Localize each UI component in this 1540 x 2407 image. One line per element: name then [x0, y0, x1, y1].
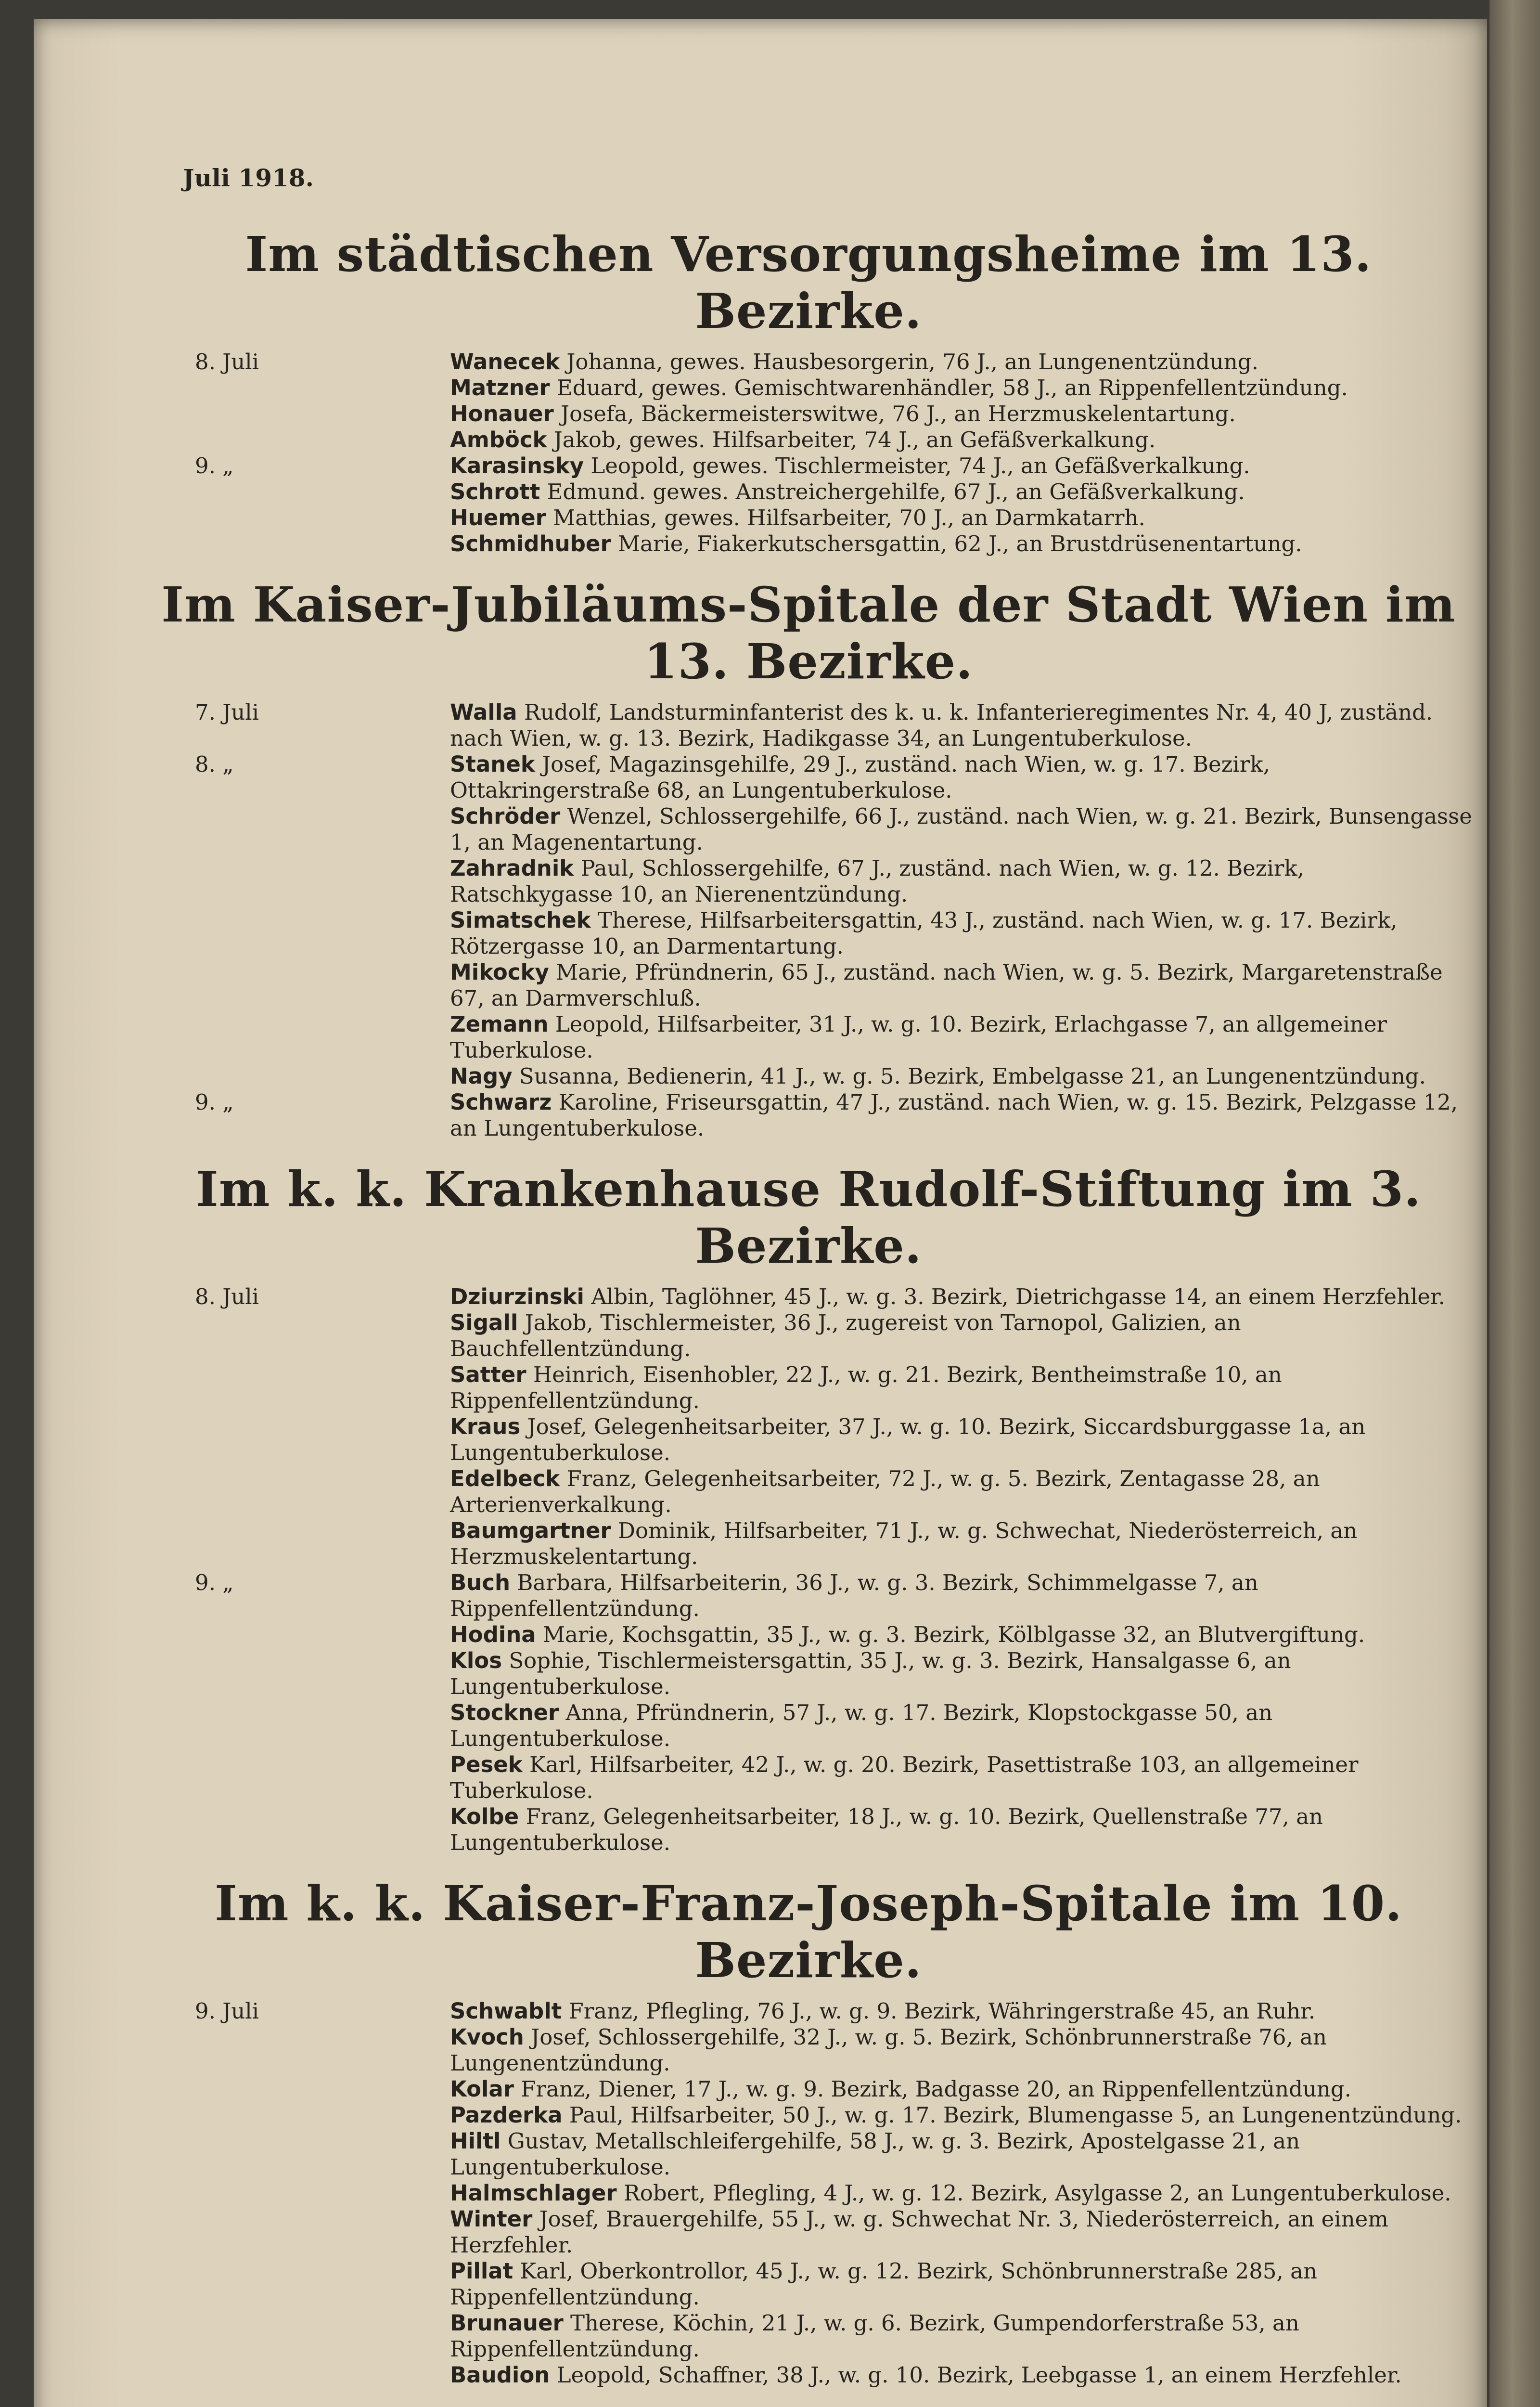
section-title: Im k. k. Krankenhause Rudolf-Stiftung im 3. Bezirke.	[195, 1161, 1422, 1274]
entry-text: Albin, Taglöhner, 45 J., w. g. 3. Bezirk, Dietrichgasse 14, an einem Herzfehler.	[591, 1284, 1445, 1309]
entry-text: Dominik, Hilfsarbeiter, 71 J., w. g. Schwechat, Niederösterreich, an Herzmuskelentartung.	[450, 1518, 1358, 1569]
entry-text: Franz, Gelegenheitsarbeiter, 72 J., w. g. 5. Bezirk, Zentagasse 28, an Arterienverkalkung.	[450, 1466, 1320, 1517]
death-entry	[144, 1998, 1473, 2024]
entry-name: Zemann	[450, 1011, 549, 1037]
entry-text: Edmund. gewes. Anstreichergehilfe, 67 J., an Gefäßverkalkung.	[547, 479, 1245, 505]
entry-date: 8. „	[195, 751, 234, 777]
death-entry	[144, 2180, 1473, 2206]
entry-text: Franz, Gelegenheitsarbeiter, 18 J., w. g. 10. Bezirk, Quellenstraße 77, an Lungentuberkulose.	[450, 1804, 1323, 1855]
entry-name: Simatschek	[450, 907, 591, 933]
death-entry	[144, 375, 1473, 401]
entry-text: Therese, Hilfsarbeitersgattin, 43 J., zuständ. nach Wien, w. g. 17. Bezirk, Rötzergasse 10, an Darmentartung.	[450, 907, 1398, 959]
entry-name: Nagy	[450, 1063, 513, 1089]
death-entry	[144, 531, 1473, 557]
entry-date: 8. Juli	[195, 1284, 259, 1309]
entry-name: Baumgartner	[450, 1518, 611, 1543]
death-entry	[144, 803, 1473, 855]
death-entry	[144, 1648, 1473, 1700]
death-entry	[144, 2362, 1473, 2388]
entry-name: Brunauer	[450, 2310, 564, 2336]
entry-text: Therese, Köchin, 21 J., w. g. 6. Bezirk, Gumpendorferstraße 53, an Rippenfellentzündung.	[450, 2310, 1299, 2362]
entry-text: Anna, Pfründnerin, 57 J., w. g. 17. Bezirk, Klopstockgasse 50, an Lungentuberkulose.	[450, 1700, 1273, 1751]
entry-text: Barbara, Hilfsarbeiterin, 36 J., w. g. 3. Bezirk, Schimmelgasse 7, an Rippenfellentzündung.	[450, 1570, 1258, 1621]
entry-name: Edelbeck	[450, 1466, 560, 1491]
death-entry	[144, 2076, 1473, 2102]
entry-name: Stanek	[450, 751, 535, 777]
death-entry	[144, 1414, 1473, 1466]
entry-name: Kolbe	[450, 1804, 519, 1829]
death-entry	[144, 1752, 1473, 1804]
death-entry	[144, 1362, 1473, 1414]
entry-name: Zahradnik	[450, 855, 574, 881]
entry-name: Schrott	[450, 479, 540, 505]
death-entry	[144, 751, 1473, 803]
entry-name: Honauer	[450, 401, 554, 427]
entry-name: Schmidhuber	[450, 531, 611, 556]
entry-text: Leopold, Hilfsarbeiter, 31 J., w. g. 10. Bezirk, Erlachgasse 7, an allgemeiner Tuberkulose.	[450, 1011, 1387, 1063]
death-entry	[144, 1284, 1473, 1310]
entry-name: Karasinsky	[450, 453, 584, 479]
section-title: Im Kaiser-Jubiläums-Spitale der Stadt Wien im 13. Bezirke.	[161, 576, 1456, 690]
entry-date: 9. „	[195, 453, 234, 479]
entry-name: Pillat	[450, 2258, 513, 2284]
entry-text: Karoline, Friseursgattin, 47 J., zuständ. nach Wien, w. g. 15. Bezirk, Pelzgasse 12, an Lungentuberkulose.	[450, 1089, 1458, 1141]
entry-text: Leopold, Schaffner, 38 J., w. g. 10. Bezirk, Leebgasse 1, an einem Herzfehler.	[556, 2362, 1402, 2388]
entry-name: Huemer	[450, 505, 546, 531]
death-entry	[144, 2024, 1473, 2076]
entry-name: Hiltl	[450, 2128, 501, 2154]
entry-name: Satter	[450, 1362, 526, 1387]
entry-name: Pazderka	[450, 2102, 563, 2128]
entry-name: Mikocky	[450, 959, 549, 985]
entry-text: Josef, Magazinsgehilfe, 29 J., zuständ. nach Wien, w. g. 17. Bezirk, Ottakringerstraße 68, an Lungentuberkulose.	[450, 751, 1270, 803]
entry-text: Marie, Fiakerkutschersgattin, 62 J., an Brustdrüsenentartung.	[617, 531, 1302, 556]
entry-text: Josef, Schlossergehilfe, 32 J., w. g. 5. Bezirk, Schönbrunnerstraße 76, an Lungenentzündung.	[450, 2024, 1327, 2076]
entry-text: Marie, Kochsgattin, 35 J., w. g. 3. Bezirk, Kölblgasse 32, an Blutvergiftung.	[542, 1622, 1365, 1647]
entry-name: Dziurzinski	[450, 1284, 584, 1309]
entry-name: Walla	[450, 699, 517, 725]
entry-text: Paul, Hilfsarbeiter, 50 J., w. g. 17. Bezirk, Blumengasse 5, an Lungenentzündung.	[569, 2102, 1462, 2128]
entry-name: Kolar	[450, 2076, 514, 2102]
death-entry	[144, 1700, 1473, 1752]
entry-text: Robert, Pflegling, 4 J., w. g. 12. Bezirk, Asylgasse 2, an Lungentuberkulose.	[623, 2180, 1451, 2206]
section-title: Im k. k. Kaiser-Franz-Joseph-Spitale im 10. Bezirke.	[215, 1875, 1402, 1989]
death-entry	[144, 401, 1473, 427]
entry-text: Karl, Hilfsarbeiter, 42 J., w. g. 20. Bezirk, Pasettistraße 103, an allgemeiner Tuberkulose.	[450, 1752, 1359, 1803]
entry-date: 9. „	[195, 1570, 234, 1595]
death-entry	[144, 1063, 1473, 1089]
entry-text: Matthias, gewes. Hilfsarbeiter, 70 J., an Darmkatarrh.	[553, 505, 1145, 531]
entry-text: Josefa, Bäckermeisterswitwe, 76 J., an Herzmuskelentartung.	[561, 401, 1236, 427]
death-entry	[144, 855, 1473, 907]
entry-text: Jakob, Tischlermeister, 36 J., zugereist von Tarnopol, Galizien, an Bauchfellentzündung.	[450, 1310, 1241, 1361]
entry-text: Heinrich, Eisenhobler, 22 J., w. g. 21. Bezirk, Bentheimstraße 10, an Rippenfellentzündung.	[450, 1362, 1282, 1413]
death-entry	[144, 699, 1473, 751]
entry-name: Wanecek	[450, 349, 560, 375]
entry-date: 9. „	[195, 1089, 234, 1115]
entry-text: Marie, Pfründnerin, 65 J., zuständ. nach Wien, w. g. 5. Bezirk, Margaretenstraße 67, an Darmverschluß.	[450, 959, 1443, 1011]
entry-name: Kvoch	[450, 2024, 524, 2050]
entry-date: 7. Juli	[195, 699, 259, 725]
entry-name: Schwablt	[450, 1998, 562, 2024]
entry-name: Winter	[450, 2206, 533, 2232]
entry-text: Josef, Brauergehilfe, 55 J., w. g. Schwechat Nr. 3, Niederösterreich, an einem Herzfehler.	[450, 2206, 1388, 2258]
entry-name: Pesek	[450, 1752, 523, 1777]
death-entry	[144, 1622, 1473, 1648]
entry-name: Amböck	[450, 427, 547, 453]
death-entry	[144, 427, 1473, 453]
entry-name: Buch	[450, 1570, 511, 1595]
entry-name: Schwarz	[450, 1089, 552, 1115]
entry-name: Baudion	[450, 2362, 550, 2388]
entry-text: Wenzel, Schlossergehilfe, 66 J., zuständ. nach Wien, w. g. 21. Bezirk, Bunsengasse 1, an Magenentartung.	[450, 803, 1472, 855]
death-entry	[144, 479, 1473, 505]
death-entry	[144, 2310, 1473, 2362]
entry-date: 9. Juli	[195, 1998, 259, 2024]
entry-name: Kraus	[450, 1414, 521, 1439]
section-title: Im städtischen Versorgungsheime im 13. Bezirke.	[245, 226, 1372, 339]
entry-text: Franz, Diener, 17 J., w. g. 9. Bezirk, Badgasse 20, an Rippenfellentzündung.	[521, 2076, 1351, 2102]
entry-text: Karl, Oberkontrollor, 45 J., w. g. 12. Bezirk, Schönbrunnerstraße 285, an Rippenfellentzündung.	[450, 2258, 1317, 2310]
entry-text: Susanna, Bedienerin, 41 J., w. g. 5. Bezirk, Embelgasse 21, an Lungenentzündung.	[519, 1063, 1426, 1089]
entry-name: Halmschlager	[450, 2180, 617, 2206]
entry-name: Schröder	[450, 803, 561, 829]
entry-text: Franz, Pflegling, 76 J., w. g. 9. Bezirk, Währingerstraße 45, an Ruhr.	[568, 1998, 1316, 2024]
death-entry	[144, 907, 1473, 959]
death-entry	[144, 1804, 1473, 1856]
entry-name: Klos	[450, 1648, 502, 1673]
header-date: Juli 1918.	[183, 164, 314, 192]
entry-text: Paul, Schlossergehilfe, 67 J., zuständ. nach Wien, w. g. 12. Bezirk, Ratschkygasse 10, an Nierenentzündung.	[450, 855, 1304, 907]
entry-name: Hodina	[450, 1622, 536, 1647]
entry-text: Josef, Gelegenheitsarbeiter, 37 J., w. g. 10. Bezirk, Siccardsburggasse 1a, an Lungentuberkulose.	[450, 1414, 1366, 1465]
sections-container	[144, 226, 1473, 2407]
death-entry	[144, 959, 1473, 1011]
entry-text: Rudolf, Landsturminfanterist des k. u. k. Infanterieregimentes Nr. 4, 40 J, zuständ. nach Wien, w. g. 13. Bezirk, Hadikgasse 34, an Lungentuberkulose.	[450, 699, 1433, 751]
death-entry	[144, 2128, 1473, 2180]
death-entry	[144, 1310, 1473, 1362]
entry-text: Gustav, Metallschleifergehilfe, 58 J., w. g. 3. Bezirk, Apostelgasse 21, an Lungentuberkulose.	[450, 2128, 1300, 2180]
entry-name: Matzner	[450, 375, 550, 401]
entry-text: Jakob, gewes. Hilfsarbeiter, 74 J., an Gefäßverkalkung.	[553, 427, 1156, 453]
death-entry	[144, 1089, 1473, 1141]
death-entry	[144, 349, 1473, 375]
death-entry	[144, 2258, 1473, 2310]
entry-name: Sigall	[450, 1310, 518, 1335]
adjacent-page-edge	[1489, 0, 1540, 2407]
death-entry	[144, 2102, 1473, 2128]
entry-text: Johanna, gewes. Hausbesorgerin, 76 J., an Lungenentzündung.	[566, 349, 1258, 375]
death-entry	[144, 453, 1473, 479]
entry-date: 8. Juli	[195, 349, 259, 375]
entry-text: Sophie, Tischlermeistersgattin, 35 J., w. g. 3. Bezirk, Hansalgasse 6, an Lungentuberkulose.	[450, 1648, 1291, 1699]
death-entry	[144, 1466, 1473, 1518]
death-entry	[144, 2206, 1473, 2258]
entry-name: Stockner	[450, 1700, 559, 1725]
death-entry	[144, 1570, 1473, 1622]
death-entry	[144, 505, 1473, 531]
death-entry	[144, 1518, 1473, 1570]
death-entry	[144, 1011, 1473, 1063]
entry-text: Eduard, gewes. Gemischtwarenhändler, 58 J., an Rippenfellentzündung.	[556, 375, 1348, 401]
entry-text: Leopold, gewes. Tischlermeister, 74 J., an Gefäßverkalkung.	[590, 453, 1250, 479]
page-content	[144, 164, 1473, 2407]
